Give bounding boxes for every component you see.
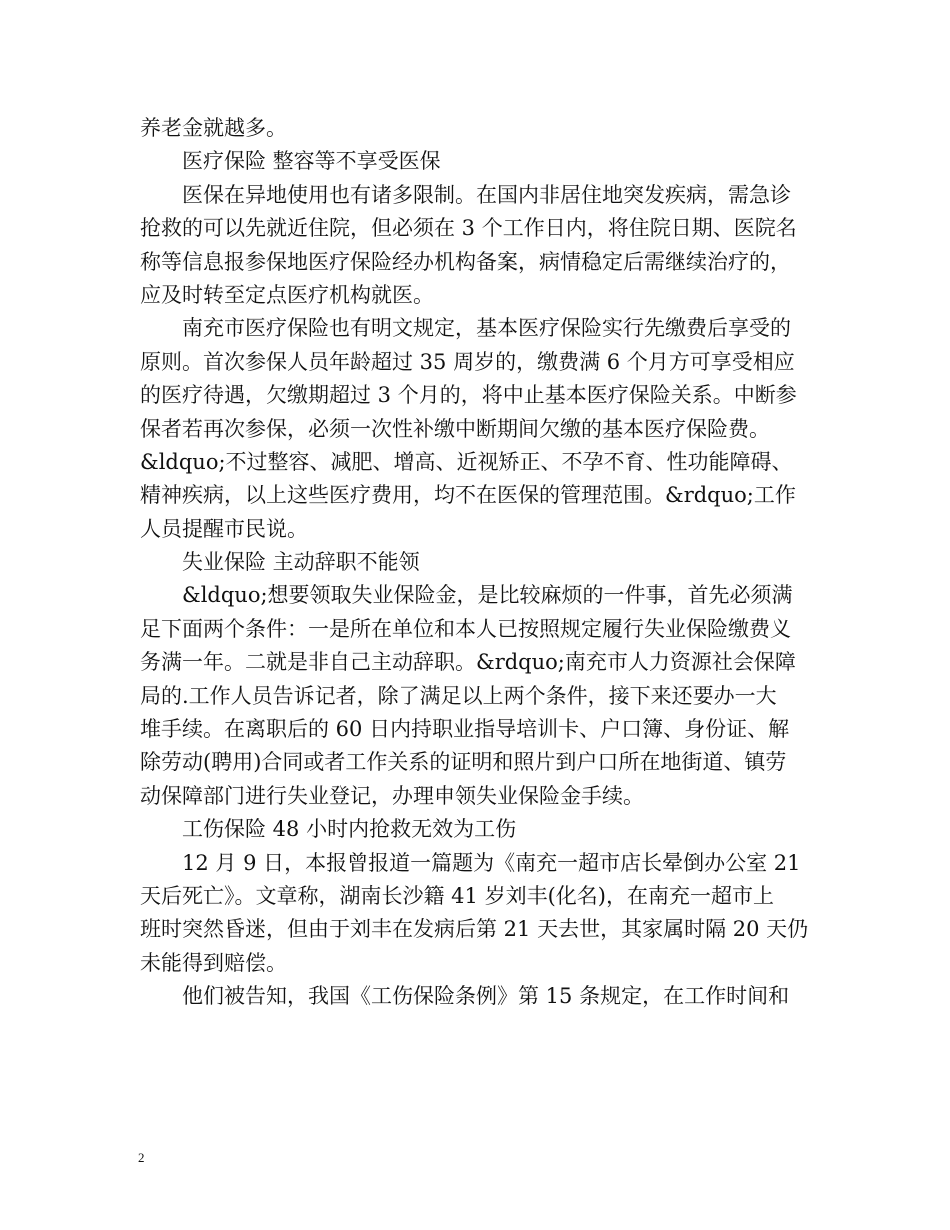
text-line: 除劳动(聘用)合同或者工作关系的证明和照片到户口所在地街道、镇劳 xyxy=(140,750,787,775)
text-line: 足下面两个条件：一是所在单位和本人已按照规定履行失业保险缴费义 xyxy=(140,616,791,641)
section-heading-medical: 医疗保险 整容等不享受医保 xyxy=(182,149,441,174)
text-line: 动保障部门进行失业登记，办理申领失业保险金手续。 xyxy=(140,783,644,808)
text-line: 班时突然昏迷，但由于刘丰在发病后第 21 天去世，其家属时隔 20 天仍 xyxy=(140,917,809,942)
text-line: &ldquo;想要领取失业保险金，是比较麻烦的一件事，首先必须满 xyxy=(182,583,793,608)
text-line: 养老金就越多。 xyxy=(140,116,287,140)
section-heading-work-injury: 工伤保险 48 小时内抢救无效为工伤 xyxy=(182,817,517,842)
text-line: 12 月 9 日，本报曾报道一篇题为《南充一超市店长晕倒办公室 21 xyxy=(182,850,801,875)
section-heading-unemployment: 失业保险 主动辞职不能领 xyxy=(182,550,420,575)
page-number: 2 xyxy=(138,1150,145,1165)
text-line: 人员提醒市民说。 xyxy=(140,516,308,541)
text-line: 保者若再次参保，必须一次性补缴中断期间欠缴的基本医疗保险费。 xyxy=(140,416,770,441)
text-line: 原则。首次参保人员年龄超过 35 周岁的，缴费满 6 个月方可享受相应 xyxy=(140,349,795,374)
text-line: 天后死亡》。文章称，湖南长沙籍 41 岁刘丰(化名)，在南充一超市上 xyxy=(140,883,774,908)
text-line: 南充市医疗保险也有明文规定，基本医疗保险实行先缴费后享受的 xyxy=(182,316,791,341)
page-body xyxy=(140,112,820,1014)
text-line: 堆手续。在离职后的 60 日内持职业指导培训卡、户口簿、身份证、解 xyxy=(140,717,790,742)
text-line: 抢救的可以先就近住院，但必须在 3 个工作日内，将住院日期、医院名 xyxy=(140,216,797,241)
text-line: 的医疗待遇，欠缴期超过 3 个月的，将中止基本医疗保险关系。中断参 xyxy=(140,383,797,408)
text-line: 医保在异地使用也有诸多限制。在国内非居住地突发疾病，需急诊 xyxy=(182,182,791,207)
text-line: 务满一年。二就是非自己主动辞职。&rdquo;南充市人力资源社会保障 xyxy=(140,650,796,675)
text-line: 应及时转至定点医疗机构就医。 xyxy=(140,282,434,307)
text-line: 局的.工作人员告诉记者，除了满足以上两个条件，接下来还要办一大 xyxy=(140,683,777,708)
text-line: 未能得到赔偿。 xyxy=(140,950,287,975)
text-line: &ldquo;不过整容、减肥、增高、近视矫正、不孕不育、性功能障碍、 xyxy=(140,449,793,474)
text-line: 称等信息报参保地医疗保险经办机构备案，病情稳定后需继续治疗的， xyxy=(140,249,791,274)
text-line: 精神疾病，以上这些医疗费用，均不在医保的管理范围。&rdquo;工作 xyxy=(140,483,796,508)
text-line: 他们被告知，我国《工伤保险条例》第 15 条规定，在工作时间和 xyxy=(182,984,790,1009)
